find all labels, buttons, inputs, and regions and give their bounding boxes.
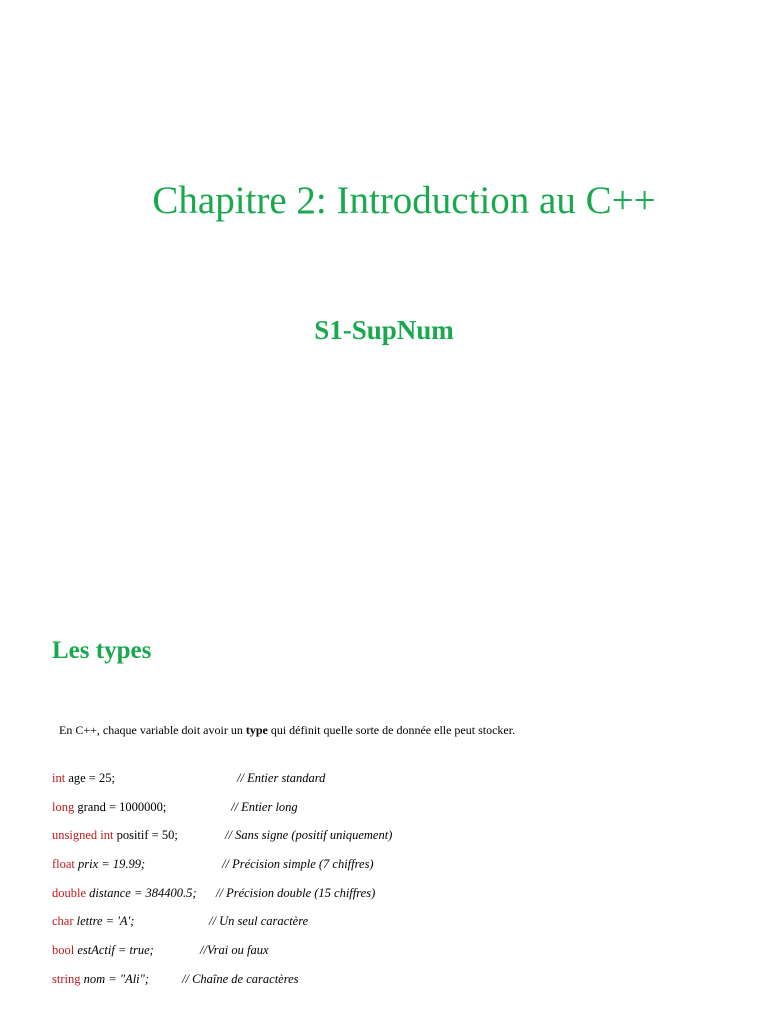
code-line-bool (52, 941, 752, 970)
code-line-string (52, 970, 752, 999)
declaration: positif = 50; (113, 828, 178, 843)
code-comment: // Un seul caractère (209, 914, 309, 929)
type-keyword: bool (52, 943, 75, 958)
code-line-long (52, 798, 752, 827)
declaration: lettre = 'A'; (73, 914, 135, 929)
code-comment: // Entier standard (237, 771, 326, 785)
code-line-unsigned-int (52, 826, 752, 855)
type-keyword: int (52, 771, 66, 785)
type-keyword: double (52, 885, 87, 900)
code-comment: // Précision simple (7 chiffres) (222, 857, 374, 872)
intro-text-after: qui définit quelle sorte de donnée elle peut stocker. (267, 723, 516, 737)
code-example (52, 769, 752, 999)
code-line-float (52, 855, 752, 884)
course-subtitle: S1-SupNum (314, 315, 454, 345)
type-keyword: float (52, 857, 75, 872)
declaration: nom = "Ali"; (80, 971, 150, 986)
code-comment: // Précision double (15 chiffres) (216, 885, 376, 900)
code-line-char (52, 912, 752, 941)
code-line-int (52, 769, 752, 798)
declaration: estActif = true; (74, 943, 154, 958)
type-keyword: string (52, 971, 81, 986)
type-keyword: unsigned int (52, 828, 114, 843)
intro-text-before: En C++, chaque variable doit avoir un (59, 723, 246, 737)
code-comment: // Sans signe (positif uniquement) (225, 828, 393, 843)
code-comment: //Vrai ou faux (200, 943, 269, 958)
code-comment: // Chaîne de caractères (182, 971, 299, 986)
intro-keyword-type: type (245, 723, 268, 737)
section-intro (59, 723, 515, 737)
chapter-title: Chapitre 2: Introduction au C++ (152, 179, 656, 222)
declaration: prix = 19.99; (74, 857, 146, 872)
declaration: age = 25; (65, 771, 115, 785)
code-comment: // Entier long (231, 799, 298, 814)
code-line-double (52, 884, 752, 913)
section-heading: Les types (52, 637, 152, 664)
type-keyword: char (52, 914, 74, 929)
declaration: distance = 384400.5; (86, 885, 197, 900)
type-keyword: long (52, 799, 75, 814)
declaration: grand = 1000000; (74, 799, 167, 814)
